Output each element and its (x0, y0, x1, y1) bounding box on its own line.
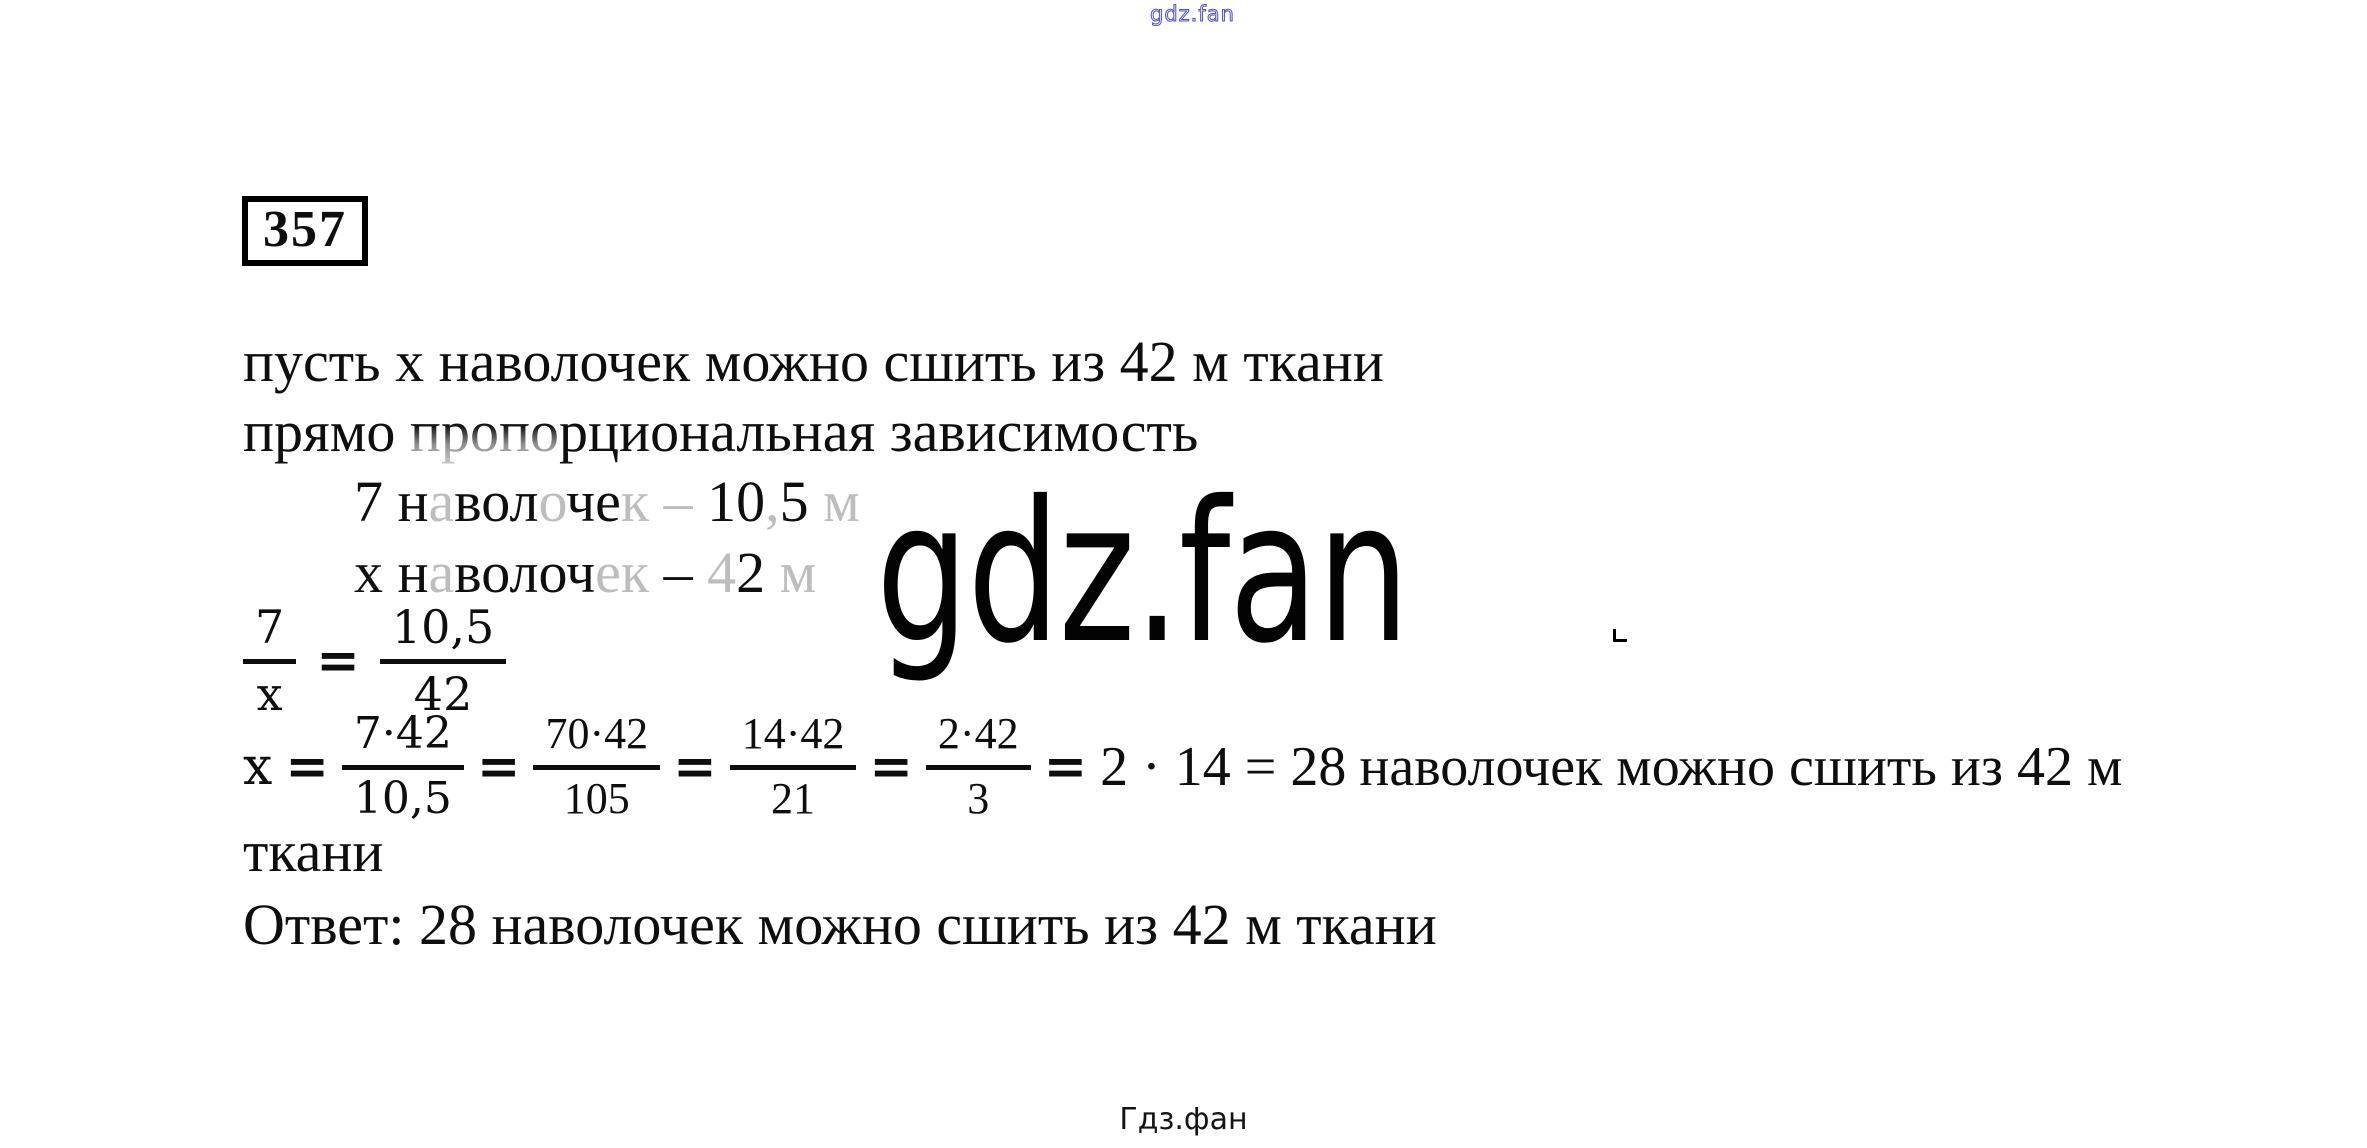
ratio1-segment: че (565, 469, 621, 534)
ratio1-segment: м (808, 469, 860, 534)
equation-variable: х (243, 736, 273, 797)
ratio2-segment: а (428, 540, 455, 605)
fraction-denominator: 105 (563, 774, 630, 823)
ratio1-segment: 5 (779, 469, 809, 534)
line-given: пусть х наволочек можно сшить из 42 м ткани (243, 329, 1384, 394)
bottom-watermark: Гдз.фан (1119, 1102, 1248, 1137)
equation-fraction-3 (730, 709, 857, 823)
equation-fraction-4 (926, 709, 1031, 823)
proportion-block (243, 600, 506, 721)
ratio2-segment: – (649, 540, 708, 605)
equals-sign: = (285, 736, 329, 797)
proportion-left-fraction (243, 600, 296, 721)
fraction-denominator: 10,5 (353, 773, 452, 824)
ratio-line-2 (354, 541, 816, 606)
fraction-denominator: 3 (967, 774, 990, 823)
fraction-numerator: 10,5 (380, 604, 506, 664)
equals-sign: = (673, 736, 717, 797)
ratio2-segment: 2 (736, 540, 766, 605)
ratio1-segment: а (428, 469, 455, 534)
ratio1-segment: , (765, 469, 780, 534)
ratio2-segment: ек (595, 540, 650, 605)
ratio1-segment: – (649, 469, 708, 534)
fraction-numerator: 70·42 (533, 712, 660, 770)
line-fabric: ткани (243, 819, 384, 884)
equals-sign: = (316, 630, 360, 691)
equation-line (243, 708, 2123, 824)
ratio2-segment: волоч (454, 540, 596, 605)
ratio1-segment: 10 (707, 469, 766, 534)
line-dependency (243, 400, 1198, 465)
equation-result: 2 · 14 = 28 (1100, 735, 1347, 798)
equation-fraction-2 (533, 709, 660, 823)
fraction-denominator: 21 (771, 774, 816, 823)
equals-sign: = (476, 736, 521, 797)
corner-mark (1613, 629, 1627, 642)
fraction-denominator: х (256, 667, 283, 721)
equation-fraction-1 (342, 708, 464, 824)
fraction-numerator: 7 (243, 604, 296, 664)
ratio1-segment: о (538, 469, 566, 534)
ratio2-segment: х н (354, 540, 429, 605)
proportion-right-fraction (380, 600, 506, 721)
problem-number-box (242, 196, 368, 266)
big-watermark: gdz.fan (876, 459, 1409, 686)
fraction-numerator: 2·42 (926, 712, 1031, 770)
equals-sign: = (869, 736, 913, 797)
ratio2-segment: 4 (707, 540, 737, 605)
fraction-denominator: 42 (413, 667, 473, 721)
ratio1-segment: к (620, 469, 650, 534)
answer-line: Ответ: 28 наволочек можно сшить из 42 м ткани (243, 892, 1437, 957)
line-dependency-segment: прямо (243, 399, 410, 464)
ratio2-segment: м (765, 540, 817, 605)
equation-result-text: наволочек можно сшить из 42 м (1359, 735, 2123, 798)
problem-number: 357 (263, 201, 347, 258)
equals-sign: = (1043, 736, 1088, 797)
line-dependency-segment: пропо (409, 399, 559, 464)
ratio1-segment: 7 н (354, 469, 429, 534)
fraction-numerator: 7·42 (342, 712, 464, 770)
fraction-numerator: 14·42 (730, 712, 857, 770)
line-dependency-segment: рциональная зависимость (559, 399, 1199, 464)
ratio1-segment: вол (454, 469, 539, 534)
ratio-line-1 (354, 470, 860, 535)
top-watermark: gdz.fan (1150, 2, 1235, 26)
